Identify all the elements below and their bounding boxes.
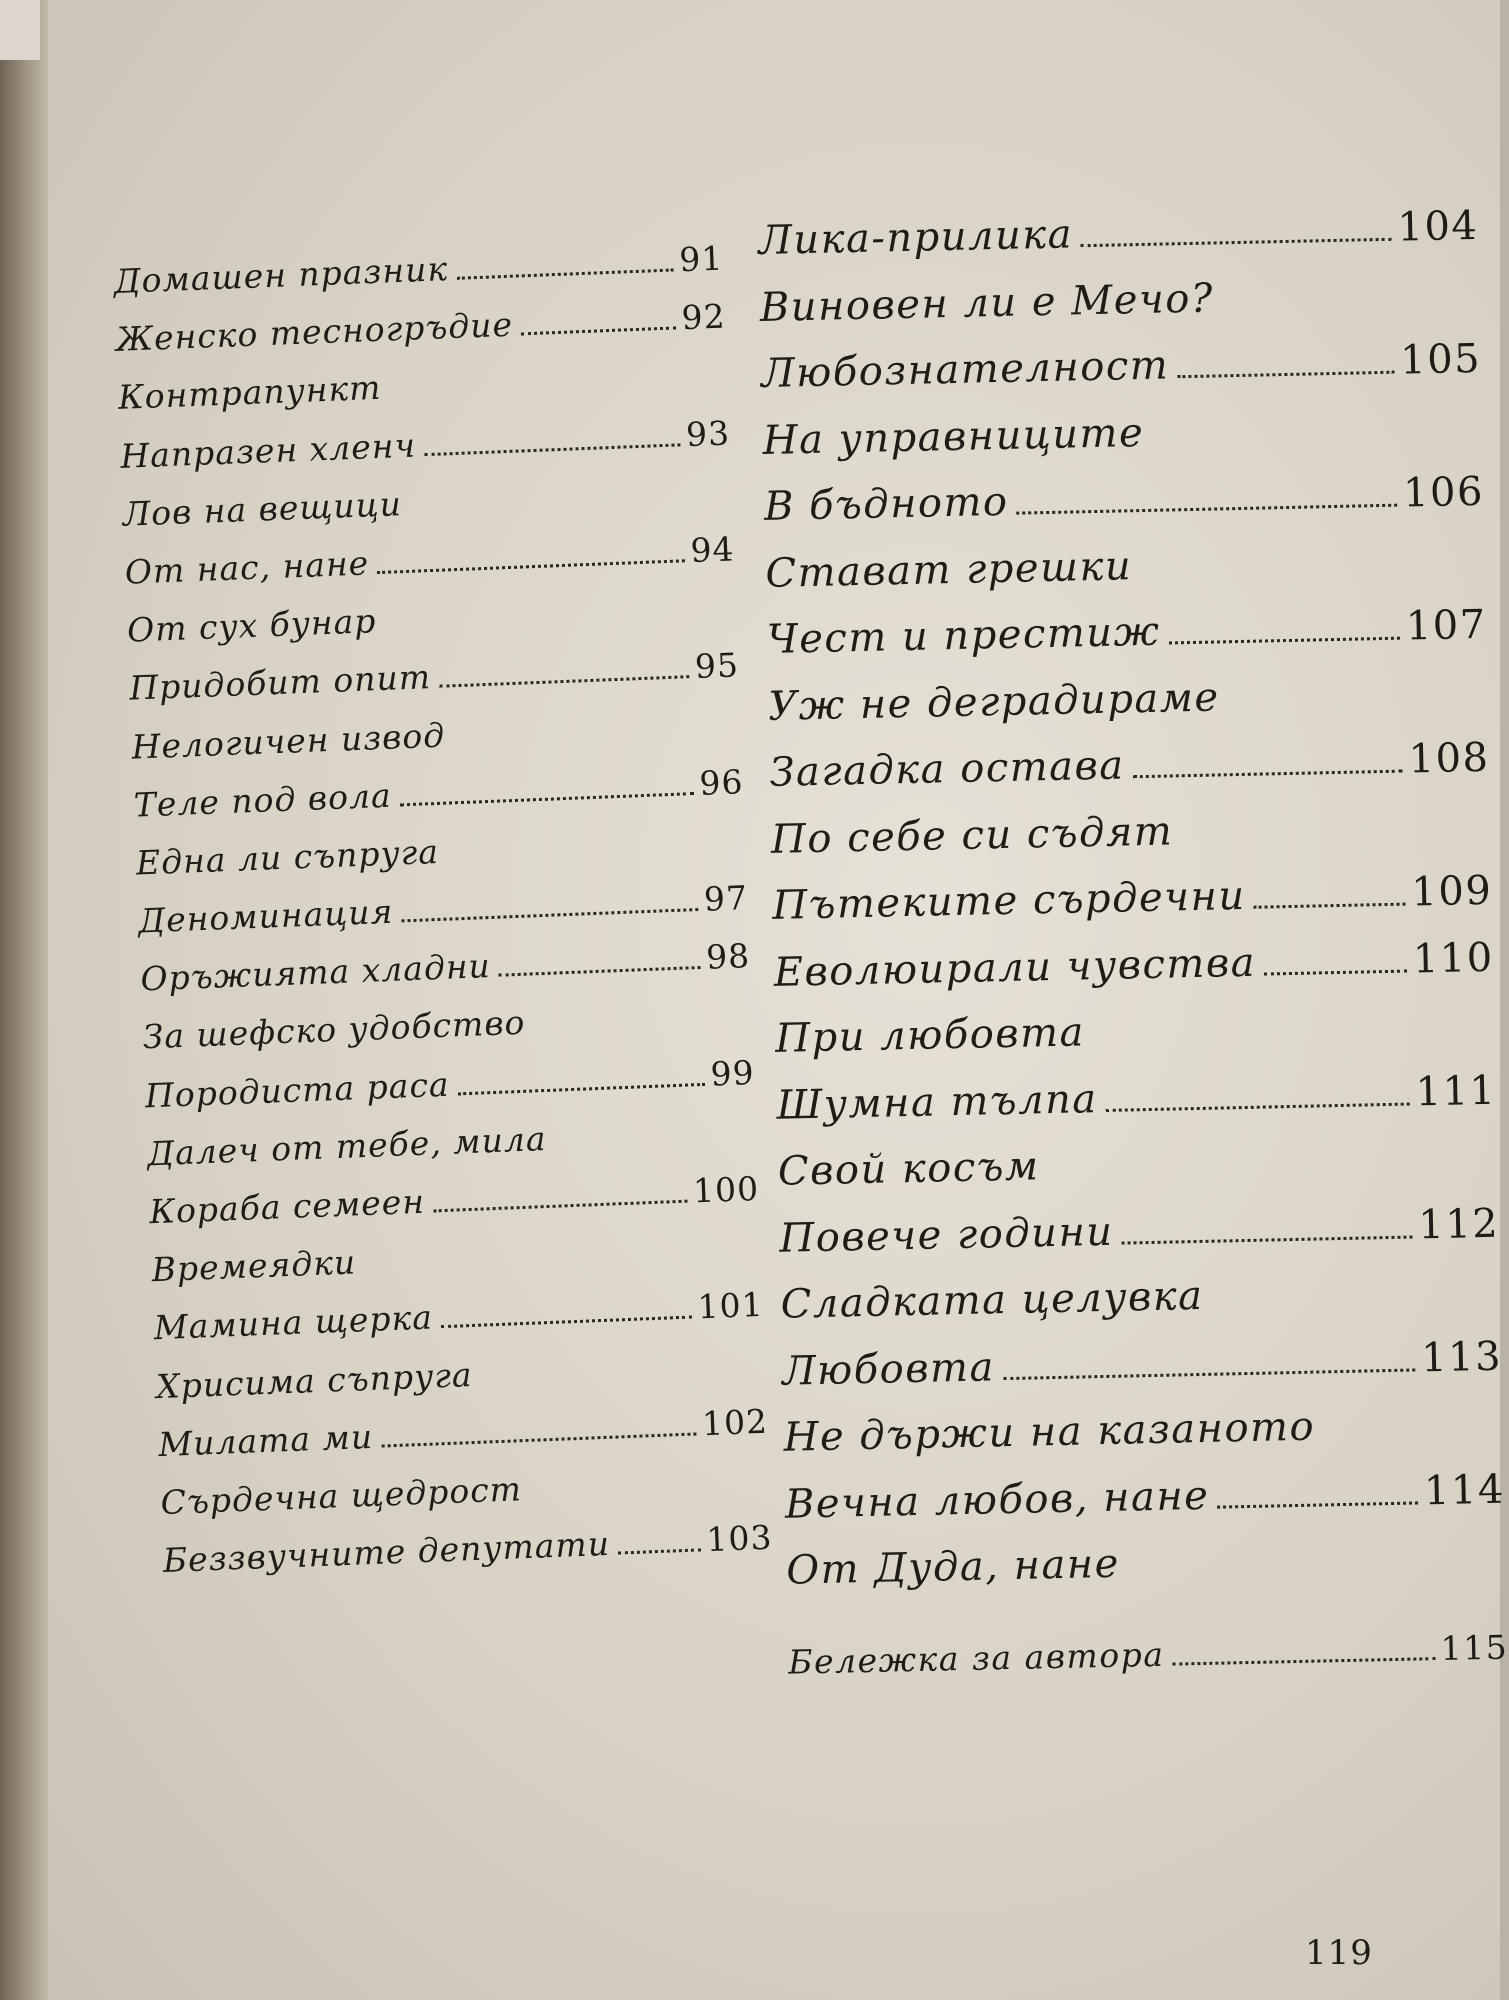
toc-entry-page: 107 <box>1405 601 1488 650</box>
toc-entry-title: Чест и престиж <box>766 608 1161 663</box>
toc-leader-dots <box>1173 1657 1435 1665</box>
toc-entry-title: Сладката целувка <box>780 1272 1204 1328</box>
toc-entry-title: Една ли съпруга <box>135 831 440 883</box>
toc-entry-title: Уж не деградираме <box>767 673 1221 730</box>
toc-leader-dots <box>439 675 689 688</box>
toc-entry-title: Шумна тълпа <box>776 1075 1099 1129</box>
toc-entry-title: Нелогичен извод <box>130 715 446 767</box>
toc-leader-dots <box>1017 504 1398 515</box>
toc-entry-title: Напразен хленч <box>119 425 417 476</box>
toc-leader-dots <box>441 1316 692 1329</box>
toc-entry-title: Стават грешки <box>764 542 1133 597</box>
toc-entry-page: 103 <box>705 1517 774 1560</box>
toc-entry-title: Повече години <box>778 1208 1114 1262</box>
toc-entry-title: Лика-прилика <box>758 211 1074 264</box>
toc-leader-dots <box>1177 371 1394 379</box>
toc-entry-title: Контрапункт <box>117 368 383 418</box>
toc-left-column <box>113 239 774 1600</box>
toc-leader-dots <box>433 1200 687 1213</box>
toc-entry-title: От Дуда, нане <box>785 1540 1121 1594</box>
toc-leader-dots <box>456 268 673 279</box>
toc-entry-page: 98 <box>705 936 751 977</box>
toc-leader-dots <box>424 443 680 456</box>
toc-entry-title: Мамина щерка <box>153 1297 434 1348</box>
toc-entry-page: 95 <box>694 645 740 687</box>
toc-entry-title: Еволюирали чувства <box>773 939 1257 996</box>
toc-entry-page: 112 <box>1417 1200 1500 1248</box>
toc-entry-title: Свой косъм <box>777 1143 1041 1195</box>
toc-entry-title: Загадка остава <box>769 742 1126 796</box>
toc-entry-page: 108 <box>1408 734 1490 783</box>
previous-page-edge <box>0 0 40 60</box>
toc-entry-page: 105 <box>1399 335 1482 384</box>
book-binding <box>0 0 52 2000</box>
toc-entry-title: Любовта <box>781 1343 996 1395</box>
toc-entry-title: Милата ми <box>157 1416 374 1464</box>
toc-entry-title: Лов на вещици <box>121 483 403 534</box>
toc-entry-page: 93 <box>685 413 731 454</box>
toc-entry-page: 106 <box>1402 468 1485 517</box>
toc-entry-title: Любознателност <box>760 342 1170 397</box>
toc-entry-page: 91 <box>678 238 725 280</box>
toc-entry-title: Далеч от тебе, мила <box>146 1118 548 1174</box>
toc-entry-title: За шефско удобство <box>142 1003 527 1057</box>
toc-leader-dots <box>1254 903 1406 909</box>
toc-entry-title: В бъдното <box>763 478 1009 530</box>
page-number: 119 <box>1305 1933 1373 1973</box>
toc-entry-page: 114 <box>1423 1466 1506 1514</box>
toc-entry-title: Кораба семеен <box>148 1181 426 1232</box>
toc-leader-dots <box>1081 238 1392 248</box>
toc-leader-dots <box>521 327 676 336</box>
toc-leader-dots <box>1169 637 1400 645</box>
toc-entry-title: Домашен празник <box>113 249 449 301</box>
toc-entry-title: Вечна любов, нане <box>784 1472 1210 1528</box>
toc-leader-dots <box>1264 969 1407 975</box>
toc-entry-title: Оръжията хладни <box>139 946 492 999</box>
toc-leader-dots <box>1218 1501 1419 1508</box>
toc-leader-dots <box>1003 1368 1415 1380</box>
toc-entry-title: Теле под вола <box>133 775 393 825</box>
toc-right-column <box>758 203 1509 1709</box>
toc-entry-title: Породиста раса <box>144 1064 451 1115</box>
toc-leader-dots <box>1133 770 1403 779</box>
toc-leader-dots <box>618 1549 701 1555</box>
toc-entry-title: Женско тесногръдие <box>115 304 514 360</box>
toc-entry-page: 115 <box>1440 1627 1509 1668</box>
toc-leader-dots <box>381 1432 696 1447</box>
toc-entry-page: 110 <box>1412 934 1495 982</box>
toc-entry-title: Не държи на казаното <box>783 1403 1316 1461</box>
toc-entry-page: 102 <box>701 1401 769 1443</box>
toc-entry-title: Деноминация <box>137 891 395 941</box>
toc-entry-page: 111 <box>1415 1067 1497 1115</box>
toc-entry-page: 94 <box>689 529 736 570</box>
toc-leader-dots <box>458 1083 705 1095</box>
toc-entry-page: 104 <box>1397 202 1479 251</box>
toc-entry-title: Сърдечна щедрост <box>159 1469 523 1523</box>
toc-entry-title: При любовта <box>774 1009 1086 1062</box>
toc-entry-page: 96 <box>698 761 745 803</box>
toc-leader-dots <box>1106 1102 1410 1111</box>
toc-leader-dots <box>499 966 701 977</box>
toc-entry <box>786 1533 1507 1615</box>
toc-entry-page: 97 <box>703 878 749 919</box>
toc-entry-page: 101 <box>696 1285 765 1327</box>
toc-entry-page: 99 <box>709 1052 756 1094</box>
toc-entry-page: 92 <box>680 296 727 338</box>
toc-entry-title: Беззвучните депутати <box>162 1524 611 1581</box>
toc-entry-page: 100 <box>692 1168 760 1211</box>
toc-leader-dots <box>402 908 699 922</box>
toc-entry-title: Времеядки <box>150 1242 357 1290</box>
toc-entry <box>788 1627 1509 1709</box>
toc-leader-dots <box>400 792 694 806</box>
toc-entry-title: Придобит опит <box>128 657 432 708</box>
toc-entry-title: По себе си съдят <box>770 807 1174 863</box>
toc-entry-title: Бележка за автора <box>787 1634 1165 1682</box>
toc-entry-title: На управниците <box>762 409 1145 464</box>
toc-leader-dots <box>377 559 684 574</box>
toc-leader-dots <box>1122 1235 1413 1244</box>
toc-entry-page: 109 <box>1410 867 1493 916</box>
toc-entry-title: Виновен ли е Мечо? <box>759 274 1215 331</box>
toc-entry-title: Хрисима съпруга <box>155 1354 474 1406</box>
toc-entry-title: От нас, нане <box>124 543 370 592</box>
book-page <box>48 0 1509 2000</box>
toc-entry-title: От сух бунар <box>126 601 378 650</box>
toc-entry-title: Пътеките сърдечни <box>771 872 1247 929</box>
toc-entry-page: 113 <box>1420 1333 1503 1381</box>
